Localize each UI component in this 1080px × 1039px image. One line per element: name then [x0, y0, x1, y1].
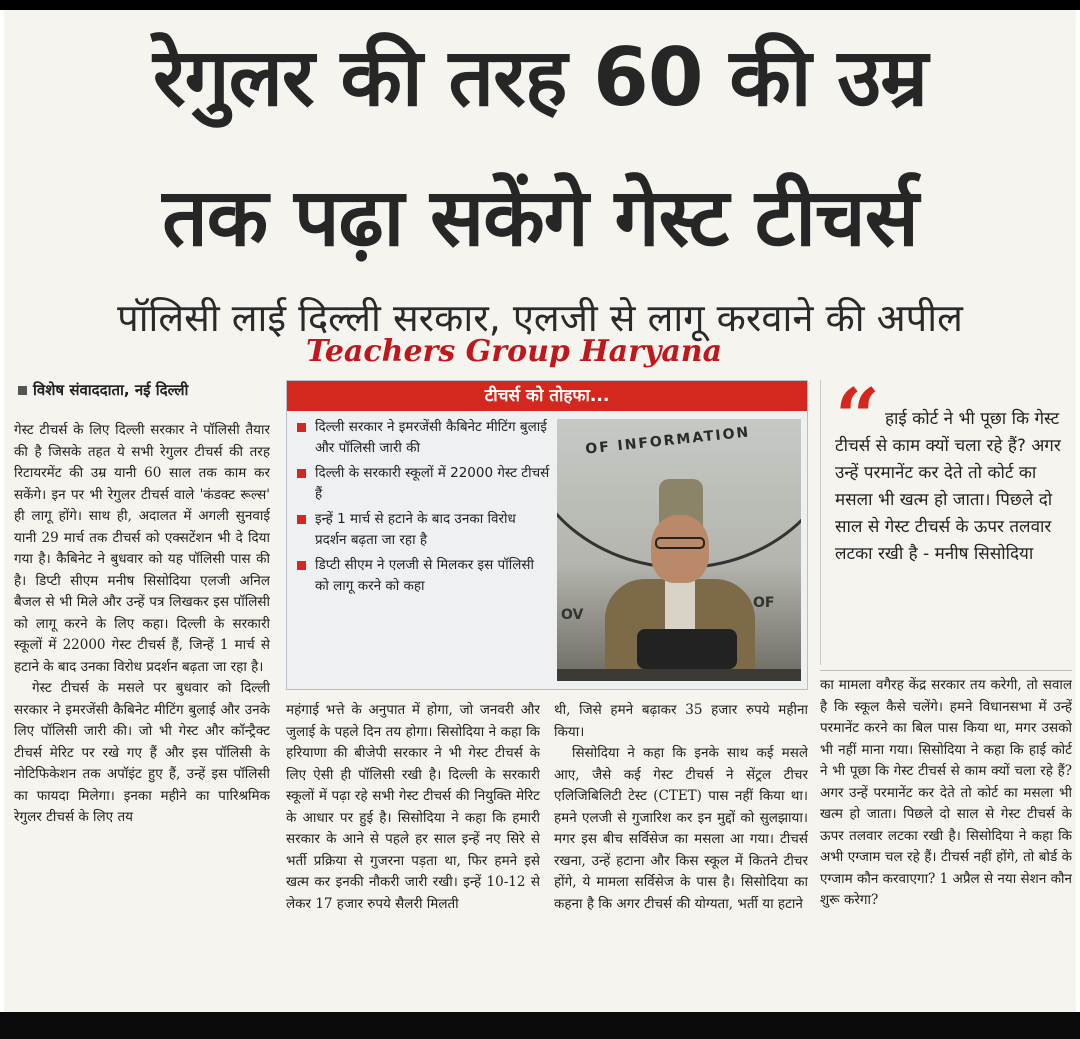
list-item — [297, 417, 551, 459]
list-item-text: दिल्ली के सरकारी स्कूलों में 22000 गेस्ट टीचर्स हैं — [315, 465, 550, 502]
list-item-text: इन्हें 1 मार्च से हटाने के बाद उनका विरोध प्रदर्शन बढ़ता जा रहा है — [315, 511, 516, 548]
headline-line-1: रेगुलर की तरह 60 की उम्र — [152, 31, 928, 124]
news-photo — [557, 419, 801, 681]
byline — [18, 380, 188, 400]
subheadline: पॉलिसी लाई दिल्ली सरकार, एलजी से लागू करवाने की अपील — [117, 296, 963, 340]
article-column-2 — [286, 700, 540, 1000]
person-head — [651, 515, 709, 583]
square-bullet-icon — [297, 469, 306, 478]
article-column-3 — [554, 700, 808, 1000]
quote-mark-icon: “ — [835, 372, 880, 463]
watermark: Teachers Group Haryana — [305, 334, 723, 369]
highlights-list — [297, 417, 551, 601]
paragraph: महंगाई भत्ते के अनुपात में होगा, जो जनवरी और जुलाई के पहले दिन तय होगा। सिसोदिया ने कहा कि हरियाणा की बीजेपी सरकार ने भी गेस्ट टीचर्स के लिए ऐसी ही पॉलिसी रखी है। दिल्ली के सरकारी स्कूलों में पढ़ा रहे सभी गेस्ट टीचर्स की नियुक्ति मेरिट के आधार पर हुई है। सिसोदिया ने कहा कि हमारी सरकार के आने से पहले हर साल इन्हें नए सिरे से भर्ती प्रक्रिया से गुजरना पड़ता था, फिर हमने इसे खत्म कर इनकी नौकरी जारी रखी। इन्हें 10-12 से लेकर 17 हजार रुपये सैलरी मिलती — [286, 702, 540, 912]
highlights-title: टीचर्स को तोहफा... — [287, 381, 807, 411]
quote-text: हाई कोर्ट ने भी पूछा कि गेस्ट टीचर्स से काम क्यों चला रहे हैं? अगर उन्हें परमानेंट कर देते तो कोर्ट का मसला भी खत्म हो जाता। पिछले दो साल से गेस्ट टीचर्स के ऊपर तलवार लटका रखी है - मनीष सिसोदिया — [835, 409, 1061, 564]
paragraph: गेस्ट टीचर्स के लिए दिल्ली सरकार ने पॉलिसी तैयार की है जिसके तहत ये सभी रेगुलर टीचर्स की तरह रिटायरमेंट की उम्र यानी 60 साल तक काम कर सकेंगे। इन पर भी रेगुलर टीचर्स वाले 'कंडक्ट रूल्स' ही लागू होंगे। साथ ही, अदालत में अगली सुनवाई यानी 29 मार्च तक टीचर्स को एक्सटेंशन भी दे दिया गया है। कैबिनेट ने बुधवार को यह पॉलिसी पास की है। डिप्टी सीएम मनीष सिसोदिया एलजी अनिल बैजल से भी मिले और उन्हें पत्र लिखकर इस पॉलिसी को लागू करने के लिए कहा। दिल्ली के सरकारी स्कूलों में 22000 गेस्ट टीचर्स हैं, जिन्हें 1 मार्च से हटाने के बाद उनका विरोध प्रदर्शन बढ़ता जा रहा है। — [14, 422, 270, 675]
microphones-icon — [637, 629, 737, 669]
highlights-box — [286, 380, 808, 690]
list-item — [297, 509, 551, 551]
photo-right-text: OF — [753, 595, 775, 611]
paragraph: थी, जिसे हमने बढ़ाकर 35 हजार रुपये महीना किया। — [554, 702, 808, 740]
paragraph: का मामला वगैरह केंद्र सरकार तय करेगी, तो सवाल है कि स्कूल कैसे चलेंगे। हमने विधानसभा में उन्हें परमानेंट करने का बिल पास किया था, मगर उसको भी नहीं माना गया। सिसोदिया ने कहा कि हाई कोर्ट ने भी पूछा कि गेस्ट टीचर्स से काम क्यों चला रहे हैं? अगर उन्हें परमानेंट कर देते तो कोर्ट का मसला भी खत्म हो जाता। पिछले दो साल से गेस्ट टीचर्स के ऊपर तलवार लटका रखी है। सिसोदिया ने कहा कि अभी एग्जाम चल रहे हैं। टीचर्स नहीं होंगे, तो बोर्ड के एग्जाम कौन करवाएगा? 1 अप्रैल से नया सेशन कौन शुरू करेगा? — [820, 677, 1072, 908]
square-bullet-icon — [297, 561, 306, 570]
list-item-text: डिप्टी सीएम ने एलजी से मिलकर इस पॉलिसी को लागू करने को कहा — [315, 557, 534, 594]
photo-banner-text: OF INFORMATION — [584, 424, 751, 458]
byline-text: विशेष संवाददाता, नई दिल्ली — [33, 381, 189, 399]
article-column-1 — [14, 420, 270, 1005]
bottom-border — [0, 1012, 1080, 1039]
divider — [820, 670, 1072, 671]
glasses-icon — [655, 537, 705, 549]
square-bullet-icon — [297, 423, 306, 432]
headline-line-2: तक पढ़ा सकेंगे गेस्ट टीचर्स — [162, 171, 918, 264]
list-item-text: दिल्ली सरकार ने इमरजेंसी कैबिनेट मीटिंग बुलाई और पॉलिसी जारी की — [315, 419, 547, 456]
article-column-4 — [820, 675, 1072, 1000]
paragraph: सिसोदिया ने कहा कि इनके साथ कई मसले आए, जैसे कई गेस्ट टीचर्स ने सेंट्रल टीचर एलिजिबिलिटी टेस्ट (CTET) पास नहीं किया था। हमने एलजी से गुजारिश कर इन मुद्दों को सुलझाया। मगर इस बीच सर्विसेज का मसला आ गया। टीचर्स रखना, उन्हें हटाना और किस स्कूल में कितने टीचर होंगे, ये मामला सर्विसेज के पास है। सिसोदिया का कहना है कि अगर टीचर्स की योग्यता, भर्ती या हटाने — [554, 745, 808, 912]
square-bullet-icon — [297, 515, 306, 524]
pull-quote — [820, 372, 1073, 665]
paragraph: गेस्ट टीचर्स के मसले पर बुधवार को दिल्ली सरकार ने इमरजेंसी कैबिनेट मीटिंग बुलाई और उनके लिए पॉलिसी जारी की। जो भी गेस्ट और कॉन्ट्रैक्ट टीचर्स मेरिट पर रखे गए हैं और इस पॉलिसी के नोटिफिकेशन तक अपॉइंट हुए हैं, उन्हें इस पॉलिसी का फायदा मिलेगा। इनका महीने का पारिश्रमिक रेगुलर टीचर्स के लिए तय — [14, 680, 270, 825]
byline-square-icon — [18, 386, 27, 395]
photo-left-text: OV — [561, 607, 584, 623]
top-border — [0, 0, 1080, 10]
list-item — [297, 555, 551, 597]
list-item — [297, 463, 551, 505]
desk — [557, 669, 801, 681]
newspaper-clipping — [4, 10, 1076, 1012]
